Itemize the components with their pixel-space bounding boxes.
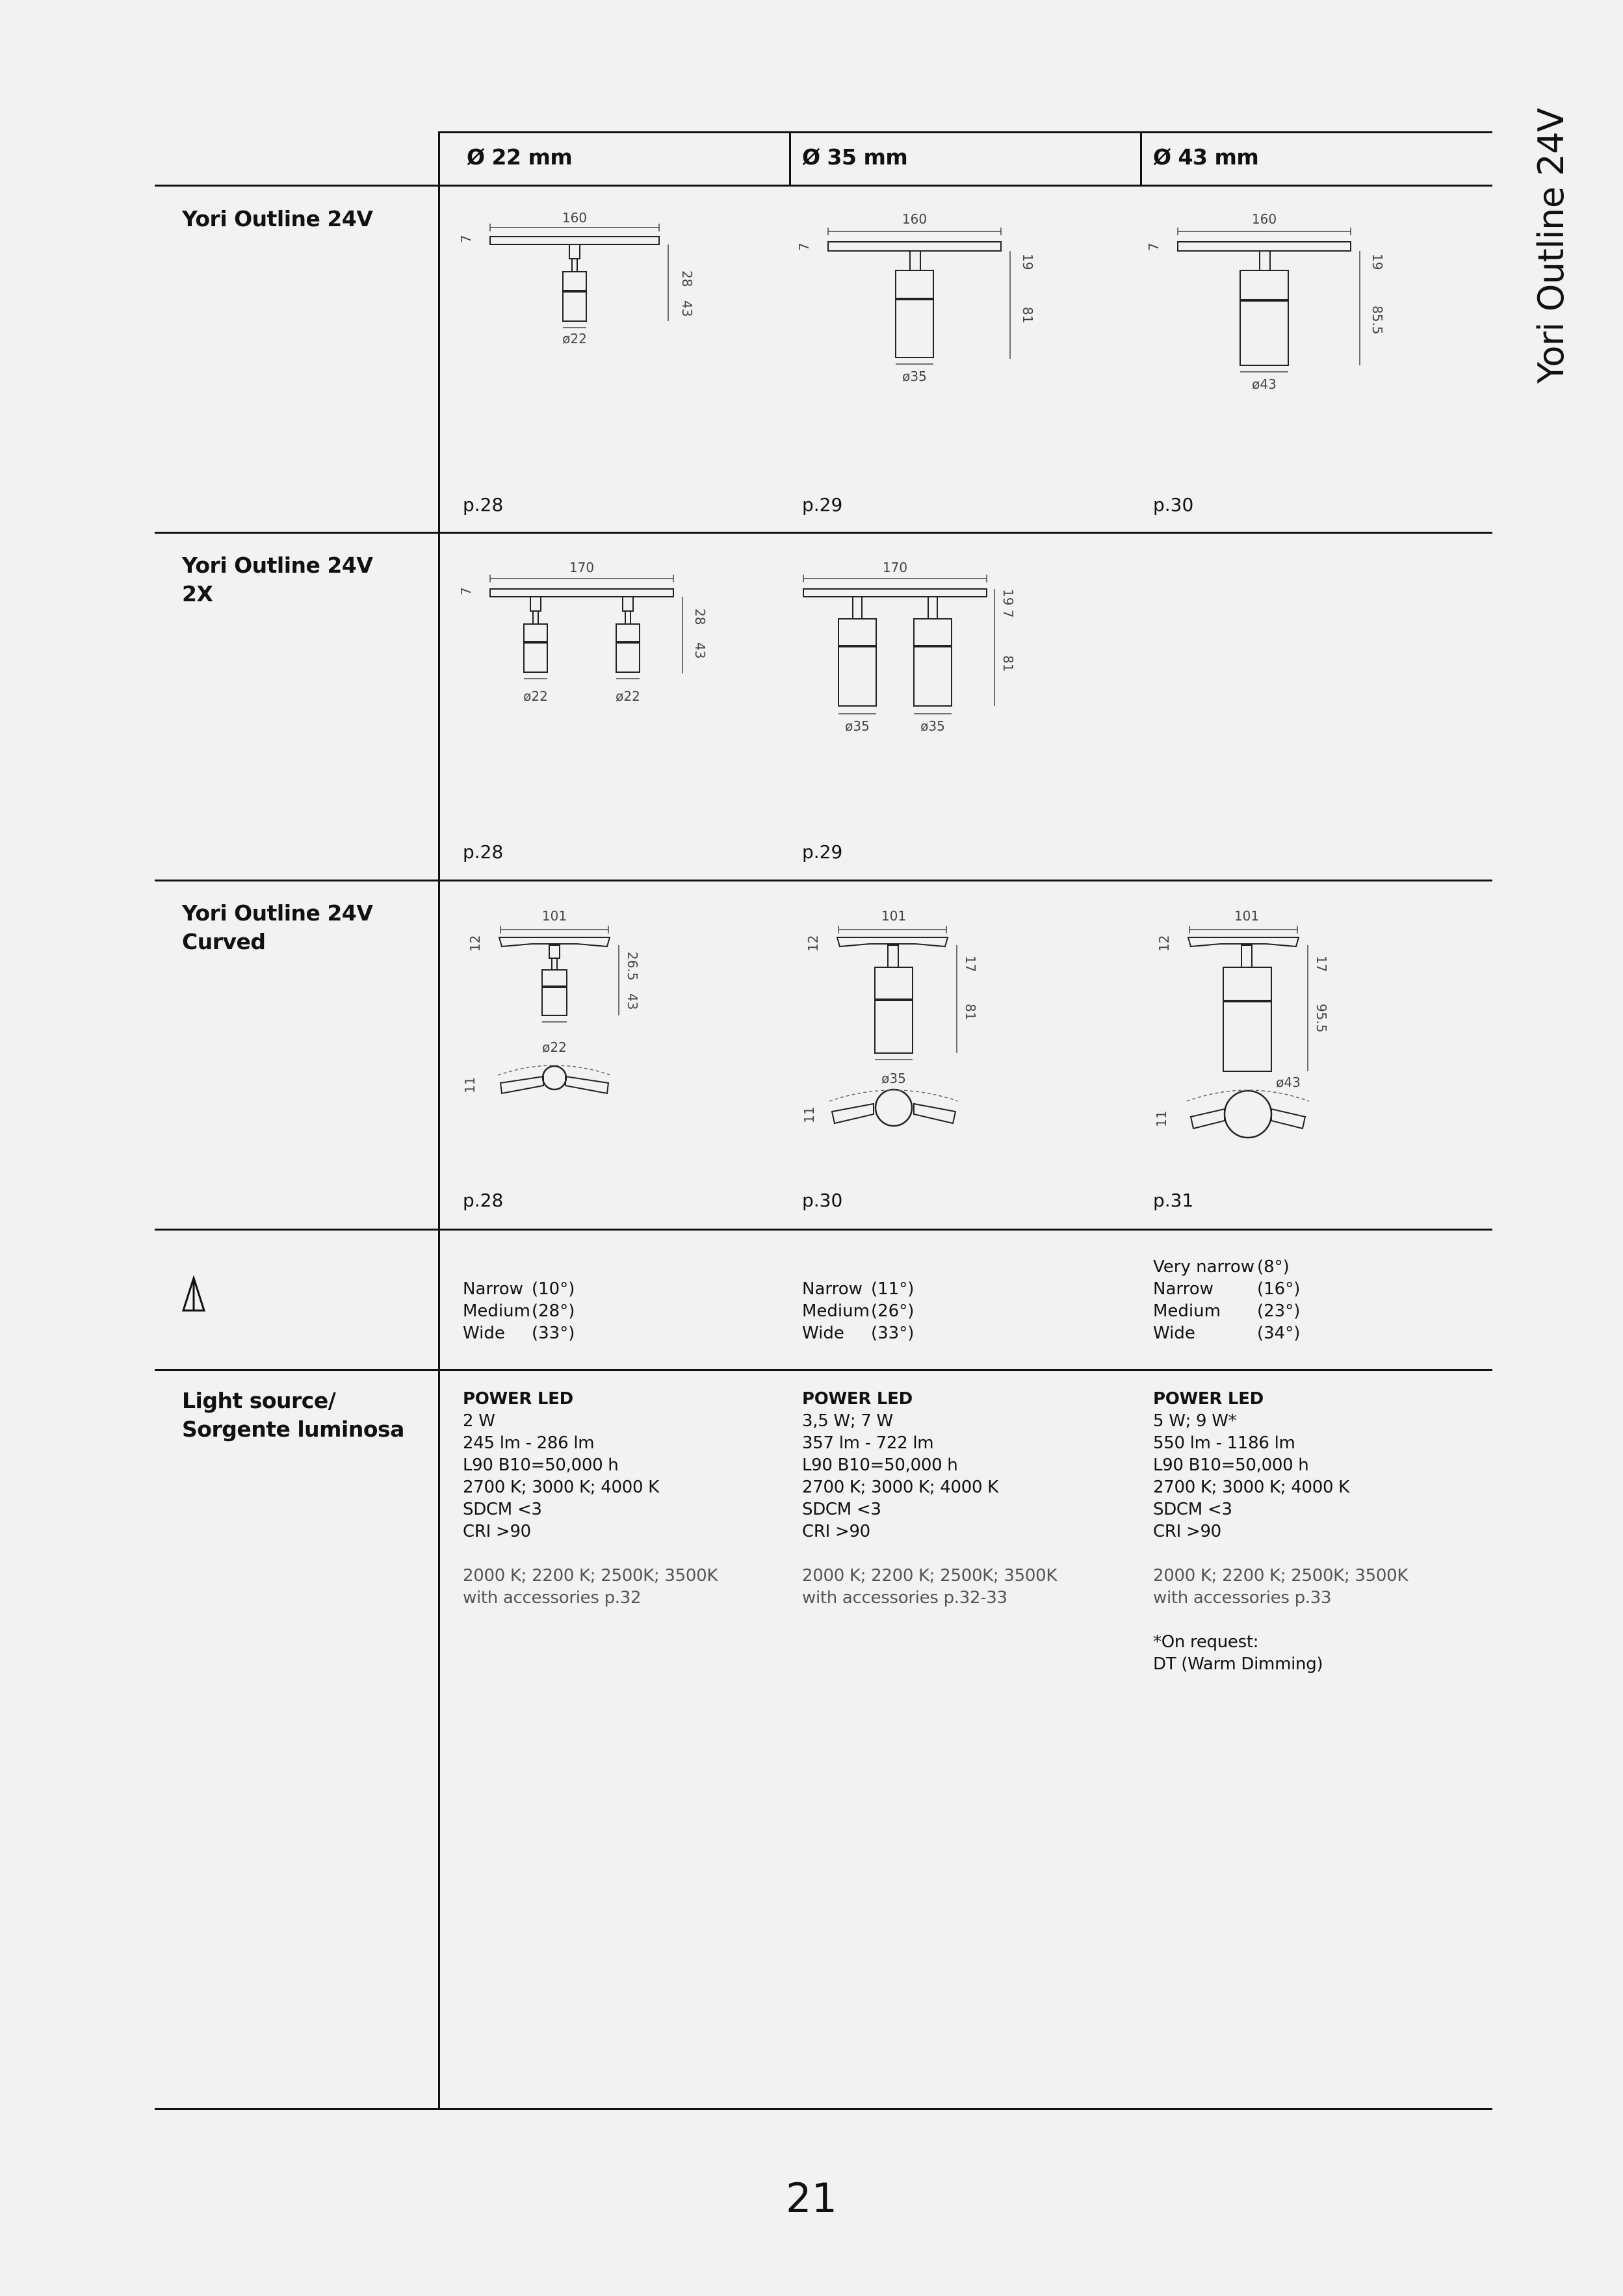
row-divider-1 <box>155 532 1492 534</box>
beam-angle: (16°) <box>1257 1279 1301 1299</box>
spec-line: 245 lm - 286 lm <box>463 1433 595 1453</box>
spec-note-line: *On request: <box>1153 1632 1259 1652</box>
dim-width: 160 <box>902 211 928 227</box>
table-bottom-rule <box>155 2108 1492 2110</box>
dim-diameter: ø35 <box>881 1071 906 1086</box>
row-label-line: Yori Outline 24V <box>182 900 373 926</box>
dim-side: 11 <box>1154 1110 1169 1127</box>
dim-width: 101 <box>881 908 907 924</box>
beam-row <box>1153 1322 1300 1344</box>
beam-row <box>1153 1300 1300 1322</box>
page-ref-curved-22[interactable]: p.28 <box>463 1190 504 1211</box>
spec-line: L90 B10=50,000 h <box>802 1455 958 1475</box>
drawing-curved-35 <box>793 906 1027 1143</box>
beam-angle: (23°) <box>1257 1301 1301 1321</box>
beam-angle: (26°) <box>871 1301 915 1321</box>
dim-height-1: 19 <box>1020 254 1035 270</box>
beam-list-43 <box>1153 1256 1300 1344</box>
spec-line: CRI >90 <box>463 1522 531 1541</box>
beam-angle-icon <box>181 1275 207 1317</box>
row-label-line: 2X <box>182 581 213 607</box>
light-source-43 <box>1153 1388 1408 1675</box>
dim-height-2: 81 <box>963 1004 978 1021</box>
dim-width: 170 <box>882 560 908 575</box>
beam-list-22 <box>463 1278 575 1344</box>
beam-name: Narrow <box>463 1279 523 1299</box>
spec-line: 2700 K; 3000 K; 4000 K <box>463 1478 659 1497</box>
dim-width: 160 <box>1251 211 1277 227</box>
drawing-single-43 <box>1146 208 1422 406</box>
beam-row <box>1153 1256 1300 1278</box>
beam-angle: (34°) <box>1257 1324 1301 1343</box>
spec-line: 2700 K; 3000 K; 4000 K <box>802 1478 998 1497</box>
beam-name: Medium <box>1153 1301 1221 1321</box>
row-label-single <box>182 205 372 233</box>
page-ref-curved-35[interactable]: p.30 <box>802 1190 843 1211</box>
beam-name: Wide <box>463 1324 505 1343</box>
dim-diameter: ø22 <box>616 688 640 704</box>
spec-accessory-line: with accessories p.32 <box>463 1588 642 1608</box>
beam-name: Wide <box>1153 1324 1195 1343</box>
beam-row <box>463 1322 575 1344</box>
spec-note-line: DT (Warm Dimming) <box>1153 1654 1323 1674</box>
beam-angle: (10°) <box>532 1279 575 1299</box>
light-source-35 <box>802 1388 1057 1609</box>
spec-line: L90 B10=50,000 h <box>463 1455 619 1475</box>
spec-accessory-line: 2000 K; 2200 K; 2500K; 3500K <box>1153 1566 1409 1585</box>
spec-line: 550 lm - 1186 lm <box>1153 1433 1295 1453</box>
dim-width: 170 <box>569 560 595 575</box>
dim-rail: 12 <box>1156 935 1172 952</box>
spec-line: 3,5 W; 7 W <box>802 1411 893 1431</box>
dim-diameter: ø35 <box>902 369 927 384</box>
row-divider-2 <box>155 880 1492 881</box>
column-header-22: Ø 22 mm <box>467 144 573 170</box>
dim-height-1: 26.5 <box>625 952 640 981</box>
dim-width: 160 <box>562 210 588 226</box>
row-label-line: Light source/ <box>182 1388 336 1413</box>
row-divider-4 <box>155 1369 1492 1371</box>
spec-accessory-line: 2000 K; 2200 K; 2500K; 3500K <box>802 1566 1058 1585</box>
drawing-single-22 <box>458 208 721 360</box>
row-label-line: Yori Outline 24V <box>182 206 373 231</box>
side-title: Yori Outline 24V <box>1531 108 1572 384</box>
dim-diameter: ø22 <box>562 331 587 346</box>
dim-diameter: ø35 <box>920 718 945 734</box>
dim-width: 101 <box>541 908 567 924</box>
light-source-22 <box>463 1388 718 1609</box>
beam-list-35 <box>802 1278 914 1344</box>
spec-heading: POWER LED <box>1153 1389 1264 1409</box>
beam-row <box>463 1300 575 1322</box>
dim-height-1: 17 <box>1314 956 1329 972</box>
beam-angle: (33°) <box>532 1324 575 1343</box>
page-ref-single-35[interactable]: p.29 <box>802 494 843 515</box>
spec-line: 2700 K; 3000 K; 4000 K <box>1153 1478 1349 1497</box>
page-ref-single-43[interactable]: p.30 <box>1153 494 1194 515</box>
spec-accessory-line: with accessories p.32-33 <box>802 1588 1007 1608</box>
spec-accessory-line: with accessories p.33 <box>1153 1588 1332 1608</box>
dim-side: 11 <box>801 1106 817 1123</box>
row-label-curved <box>182 899 372 956</box>
drawing-double-35 <box>799 558 1072 742</box>
dim-height-2: 43 <box>692 642 708 659</box>
spec-accessory-line: 2000 K; 2200 K; 2500K; 3500K <box>463 1566 718 1585</box>
dim-height-1: 19 <box>1370 254 1385 270</box>
spec-line: SDCM <3 <box>1153 1500 1232 1519</box>
beam-angle: (8°) <box>1257 1257 1290 1277</box>
header-bottom-rule <box>155 185 1492 187</box>
label-column-rule <box>438 131 440 2110</box>
spec-line: CRI >90 <box>1153 1522 1221 1541</box>
beam-angle: (11°) <box>871 1279 915 1299</box>
row-label-line: Yori Outline 24V <box>182 553 373 578</box>
row-label-light-source <box>182 1387 404 1444</box>
spec-line: 5 W; 9 W* <box>1153 1411 1237 1431</box>
dim-height-2: 81 <box>1020 307 1035 324</box>
row-divider-3 <box>155 1229 1492 1231</box>
dim-height-2: 95.5 <box>1314 1004 1329 1033</box>
dim-height-1: 19 7 <box>1000 589 1016 618</box>
dim-height-2: 81 <box>1000 655 1016 672</box>
drawing-curved-22 <box>455 906 689 1110</box>
dim-diameter: ø22 <box>542 1039 567 1055</box>
beam-row <box>802 1322 914 1344</box>
dim-height-2: 85.5 <box>1370 306 1385 335</box>
spec-heading: POWER LED <box>463 1389 573 1409</box>
dim-diameter: ø43 <box>1252 376 1277 392</box>
spec-heading: POWER LED <box>802 1389 913 1409</box>
dim-diameter: ø43 <box>1276 1075 1301 1090</box>
spec-line: SDCM <3 <box>463 1500 542 1519</box>
row-label-line: Sorgente luminosa <box>182 1416 404 1442</box>
dim-height-2: 43 <box>679 300 695 317</box>
dim-rail: 7 <box>1146 242 1162 251</box>
beam-row <box>463 1278 575 1300</box>
column-header-35: Ø 35 mm <box>802 144 908 170</box>
beam-row <box>802 1300 914 1322</box>
dim-height-1: 28 <box>679 270 695 287</box>
page-ref-curved-43[interactable]: p.31 <box>1153 1190 1194 1211</box>
dim-width: 101 <box>1234 908 1260 924</box>
beam-name: Narrow <box>1153 1279 1214 1299</box>
page-ref-double-35[interactable]: p.29 <box>802 841 843 863</box>
beam-name: Medium <box>802 1301 870 1321</box>
beam-row <box>802 1278 914 1300</box>
spec-line: CRI >90 <box>802 1522 870 1541</box>
dim-height-1: 28 <box>692 608 708 625</box>
dim-side: 11 <box>462 1076 478 1093</box>
header-col-divider-2 <box>1140 131 1142 186</box>
beam-row <box>1153 1278 1300 1300</box>
page-ref-double-22[interactable]: p.28 <box>463 841 504 863</box>
spec-line: L90 B10=50,000 h <box>1153 1455 1309 1475</box>
beam-angle: (33°) <box>871 1324 915 1343</box>
table-top-rule <box>438 131 1492 133</box>
dim-diameter: ø22 <box>523 688 548 704</box>
spec-line: 2 W <box>463 1411 495 1431</box>
dim-height-1: 17 <box>963 956 978 972</box>
dim-diameter: ø35 <box>845 718 870 734</box>
dim-height-2: 43 <box>625 993 640 1010</box>
beam-name: Narrow <box>802 1279 863 1299</box>
dim-rail: 7 <box>458 587 474 595</box>
dim-rail: 7 <box>458 235 474 243</box>
row-label-line: Curved <box>182 929 266 954</box>
column-header-43: Ø 43 mm <box>1153 144 1259 170</box>
spec-line: SDCM <3 <box>802 1500 881 1519</box>
beam-name: Wide <box>802 1324 844 1343</box>
beam-name: Medium <box>463 1301 530 1321</box>
drawing-single-35 <box>796 208 1072 399</box>
row-label-double <box>182 551 372 608</box>
drawing-curved-43 <box>1144 906 1378 1149</box>
beam-angle: (28°) <box>532 1301 575 1321</box>
beam-name: Very narrow <box>1153 1257 1255 1277</box>
page-number: 21 <box>786 2174 837 2222</box>
drawing-double-22 <box>458 558 721 716</box>
dim-rail: 12 <box>467 935 483 952</box>
header-col-divider-1 <box>789 131 791 186</box>
page-ref-single-22[interactable]: p.28 <box>463 494 504 515</box>
spec-line: 357 lm - 722 lm <box>802 1433 934 1453</box>
dim-rail: 12 <box>805 935 821 952</box>
dim-rail: 7 <box>796 242 812 251</box>
